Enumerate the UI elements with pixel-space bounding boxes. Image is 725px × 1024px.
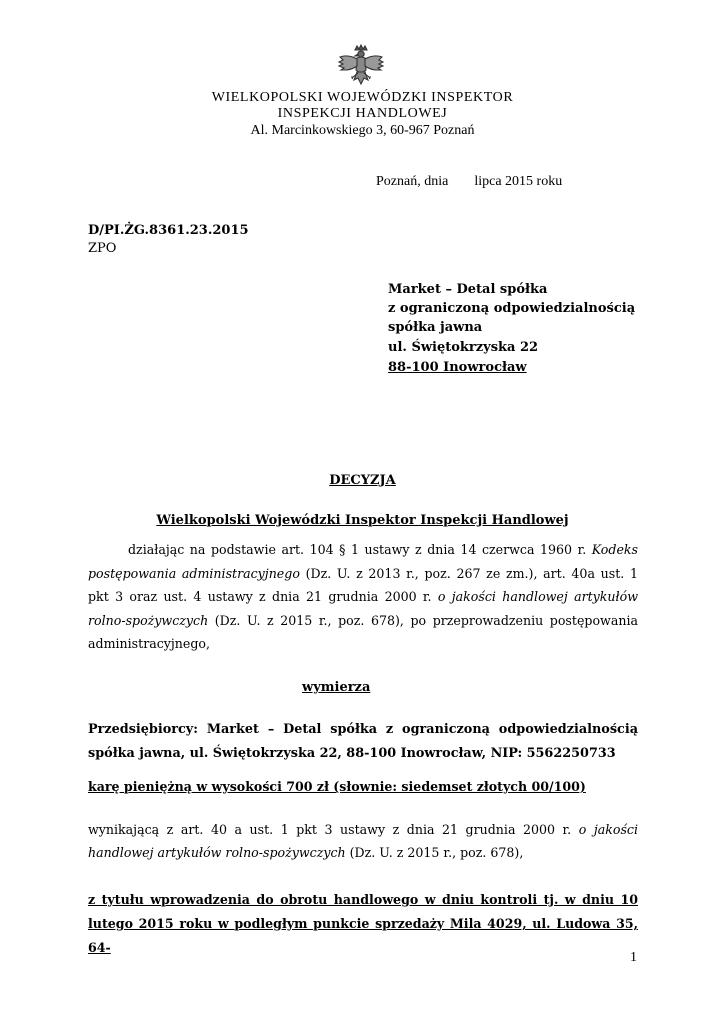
addressee-city: 88-100 Inowrocław — [388, 360, 527, 375]
addressee-line3: spółka jawna — [388, 320, 483, 335]
penalty-legal-basis: wynikającą z art. 40 a ust. 1 pkt 3 ustawy z dnia 21 grudnia 2000 r. o jakości handlowej artykułów rolno-spożywczych (Dz. U. z 2015 r., poz. 678), — [88, 822, 638, 860]
date-place: Poznań, dnia — [376, 174, 449, 189]
issuer-name-line2: INSPEKCJI HANDLOWEJ — [277, 106, 448, 121]
addressee-line2: z ograniczoną odpowiedzialnością — [388, 301, 636, 316]
document-date — [376, 174, 562, 190]
case-reference-code: ZPO — [88, 241, 117, 256]
issuer-address: Al. Marcinkowskiego 3, 60-967 Poznań — [250, 123, 475, 138]
legal-basis-paragraph: działając na podstawie art. 104 § 1 ustawy z dnia 14 czerwca 1960 r. Kodeks postępowania administracyjnego (Dz. U. z 2013 r., poz. 267 ze zm.), art. 40a ust. 1 pkt 3 oraz ust. 4 ustawy z dnia 21 grudnia 2000 r. o jakości handlowej artykułów rolno-spożywczych (Dz. U. z 2015 r., poz. 678), po przeprowadzeniu postępowania administracyjnego, — [88, 542, 638, 651]
date-month-year: lipca 2015 roku — [474, 174, 563, 189]
case-reference-number: D/PI.ŻG.8361.23.2015 — [88, 223, 249, 238]
addressee-street: ul. Świętokrzyska 22 — [388, 340, 539, 355]
penalty-amount: karę pieniężną w wysokości 700 zł (słownie: siedemset złotych 00/100) — [88, 779, 586, 794]
issuer-name-line1: WIELKOPOLSKI WOJEWÓDZKI INSPEKTOR — [211, 90, 514, 105]
polish-eagle-emblem-icon — [336, 44, 386, 90]
decision-title: DECYZJA — [329, 473, 396, 488]
penalized-entity: Przedsiębiorcy: Market – Detal spółka z ograniczoną odpowiedzialnością spółka jawna, ul. Świętokrzyska 22, 88-100 Inowrocław, NIP: 5562250733 — [88, 722, 638, 761]
code-name-italic: Kodeks postępowania administracyjnego — [88, 542, 638, 581]
decision-verb: wymierza — [302, 680, 371, 695]
addressee-line1: Market – Detal spółka — [388, 282, 548, 297]
penalty-reason: z tytułu wprowadzenia do obrotu handlowego w dniu kontroli tj. w dniu 10 lutego 2015 roku w podległym punkcie sprzedaży Mila 4029, ul. Ludowa 35, 64- — [88, 892, 638, 955]
act-name-italic: o jakości handlowej artykułów rolno-spożywczych — [88, 589, 638, 628]
page-number: 1 — [630, 950, 637, 965]
issuing-authority: Wielkopolski Wojewódzki Inspektor Inspekcji Handlowej — [156, 513, 569, 528]
act-name-italic: o jakości handlowej artykułów rolno-spożywczych — [88, 822, 638, 860]
